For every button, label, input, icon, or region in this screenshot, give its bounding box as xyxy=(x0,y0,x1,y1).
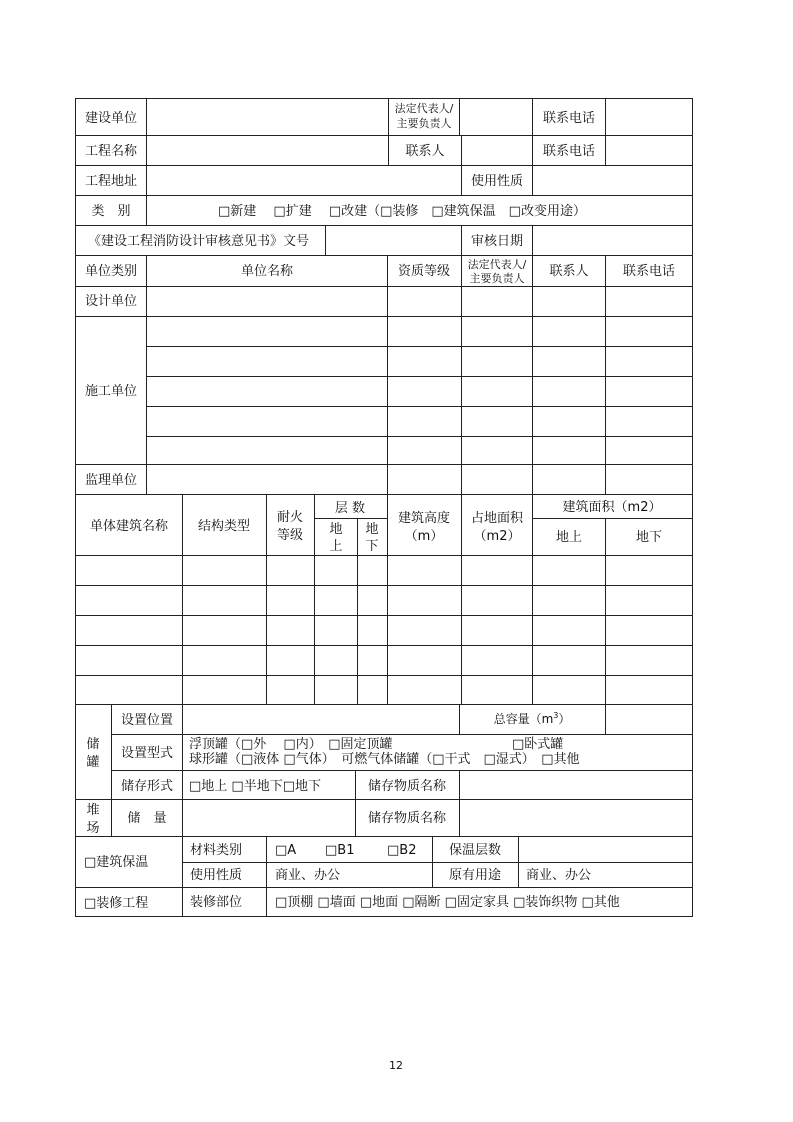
original-use-value: 商业、办公 xyxy=(526,868,592,883)
floors-above-header-line2: 上 xyxy=(329,539,343,554)
floor-area-below-header: 地下 xyxy=(635,530,663,545)
supervision-unit-label: 监理单位 xyxy=(84,473,138,488)
tank-total-capacity-label: 总容量$(m^3)$ xyxy=(493,711,571,726)
material-option-a: □A xyxy=(275,843,297,858)
legal-rep-label-line2: 主要负责人 xyxy=(396,117,452,130)
legal-header-line1: 法定代表人/ xyxy=(467,258,527,271)
legal-rep-label-line1: 法定代表人/ xyxy=(394,102,454,115)
unit-name-header: 单位名称 xyxy=(240,264,294,279)
insulation-use-label: 使用性质 xyxy=(190,868,243,883)
construction-unit-label: 施工单位 xyxy=(84,384,138,399)
decoration-part-label: 装修部位 xyxy=(190,895,243,910)
tank-type-options-line2: 球形罐（□液体 □气体） 可燃气体储罐（□干式 □湿式） □其他 xyxy=(189,752,580,767)
project-address-label: 工程地址 xyxy=(84,174,138,189)
floors-below-header-line2: 下 xyxy=(365,539,379,554)
yard-group-label-2: 场 xyxy=(86,821,100,836)
review-date-label: 审核日期 xyxy=(470,234,524,249)
tank-type-options-line1: 浮顶罐（□外 □内） □固定顶罐 xyxy=(189,737,393,752)
category-label: 类 别 xyxy=(91,204,131,219)
page-number: 12 xyxy=(389,1059,403,1072)
yard-group-label-1: 堆 xyxy=(86,803,100,818)
footprint-header-line2: （m2） xyxy=(473,529,521,544)
fire-rating-header-line1: 耐火 xyxy=(276,510,304,525)
building-name-header: 单体建筑名称 xyxy=(89,519,169,534)
contact-header: 联系人 xyxy=(549,264,589,279)
height-header-line2: （m） xyxy=(404,529,444,544)
material-option-b2: □B2 xyxy=(387,843,417,858)
fire-rating-header-line2: 等级 xyxy=(276,528,304,543)
tank-type-options-line1-horizontal: □卧式罐 xyxy=(512,737,564,752)
review-doc-label: 《建设工程消防设计审核意见书》文号 xyxy=(88,234,310,249)
storage-form-label: 储存形式 xyxy=(120,779,174,794)
tank-location-label: 设置位置 xyxy=(120,713,174,728)
material-type-label: 材料类别 xyxy=(190,843,243,858)
material-option-b1: □B1 xyxy=(325,843,355,858)
design-unit-label: 设计单位 xyxy=(84,294,138,309)
contact-label: 联系人 xyxy=(405,144,445,159)
category-options: □新建 □扩建 □改建（□装修 □建筑保温 □改变用途） xyxy=(218,204,586,219)
decoration-parts-options: □顶棚 □墙面 □地面 □隔断 □固定家具 □装饰织物 □其他 xyxy=(275,895,620,910)
original-use-label: 原有用途 xyxy=(448,868,502,883)
structure-header: 结构类型 xyxy=(197,519,251,534)
storage-form-options: □地上 □半地下□地下 xyxy=(189,779,321,794)
height-header-line1: 建筑高度 xyxy=(397,511,451,526)
footprint-header-line1: 占地面积 xyxy=(470,511,524,526)
tank-material-label: 储存物质名称 xyxy=(367,779,447,794)
insulation-use-value: 商业、办公 xyxy=(275,868,341,883)
phone-label: 联系电话 xyxy=(542,111,596,126)
floor-area-header: 建筑面积（m2） xyxy=(562,500,662,515)
insulation-label: □建筑保温 xyxy=(84,855,149,870)
yard-amount-label: 储 量 xyxy=(127,811,167,826)
decoration-label: □装修工程 xyxy=(84,896,149,911)
legal-header-line2: 主要负责人 xyxy=(469,272,525,285)
floor-area-above-header: 地上 xyxy=(555,530,583,545)
phone-label-2: 联系电话 xyxy=(542,144,596,159)
insulation-layers-label: 保温层数 xyxy=(448,843,502,858)
tank-type-label: 设置型式 xyxy=(120,746,174,761)
floors-below-header-line1: 地 xyxy=(365,522,379,537)
build-unit-label: 建设单位 xyxy=(84,111,138,126)
project-name-label: 工程名称 xyxy=(84,144,138,159)
form-text xyxy=(84,101,675,1072)
floors-above-header-line1: 地 xyxy=(329,522,343,537)
unit-type-header: 单位类别 xyxy=(84,264,138,279)
phone-header: 联系电话 xyxy=(622,264,676,279)
floors-header: 层 数 xyxy=(334,501,366,516)
tank-group-label-1: 储 xyxy=(86,737,100,752)
qualification-header: 资质等级 xyxy=(397,264,451,279)
tank-group-label-2: 罐 xyxy=(86,755,100,770)
use-nature-label: 使用性质 xyxy=(470,174,524,189)
yard-material-label: 储存物质名称 xyxy=(367,811,447,826)
